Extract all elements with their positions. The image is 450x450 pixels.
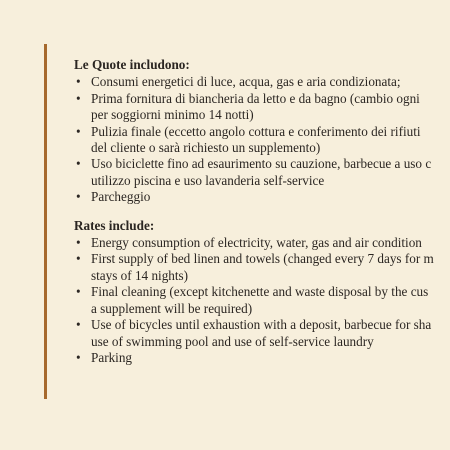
bullet-icon: • bbox=[76, 349, 81, 365]
list-item-line: Uso biciclette fino ad esaurimento su cauzione, barbecue a uso c bbox=[91, 156, 432, 172]
bullet-icon: • bbox=[76, 156, 81, 172]
list-item-line: Pulizia finale (eccetto angolo cottura e conferimento dei rifiuti bbox=[91, 123, 421, 139]
list-item-line: del cliente o sarà richiesto un supplemento) bbox=[91, 140, 321, 156]
list-item-line: Energy consumption of electricity, water, gas and air condition bbox=[91, 235, 422, 251]
section-heading: Le Quote includono: bbox=[74, 57, 190, 72]
list-item-line: First supply of bed linen and towels (changed every 7 days for m bbox=[91, 251, 434, 267]
list-item-line: Parking bbox=[91, 349, 133, 365]
rates-content bbox=[74, 57, 450, 366]
bullet-icon: • bbox=[76, 235, 81, 251]
list-item bbox=[74, 156, 450, 189]
list-item-line: Consumi energetici di luce, acqua, gas e aria condizionata; bbox=[91, 74, 401, 90]
bullet-icon: • bbox=[76, 123, 81, 139]
bullet-list bbox=[74, 74, 450, 205]
list-item-line: Prima fornitura di biancheria da letto e da bagno (cambio ogni bbox=[91, 90, 420, 106]
bullet-icon: • bbox=[76, 317, 81, 333]
list-item bbox=[74, 317, 450, 350]
accent-rule bbox=[44, 44, 47, 399]
bullet-icon: • bbox=[76, 74, 81, 90]
list-item-line: utilizzo piscina e uso lavanderia self-service bbox=[91, 172, 325, 188]
section-heading: Rates include: bbox=[74, 217, 155, 233]
list-item-line: use of swimming pool and use of self-service laundry bbox=[91, 333, 374, 349]
list-item-line: Parcheggio bbox=[91, 189, 151, 205]
list-item bbox=[74, 251, 450, 284]
bullet-icon: • bbox=[76, 189, 81, 205]
bullet-icon: • bbox=[76, 90, 81, 106]
list-item bbox=[74, 284, 450, 317]
list-item bbox=[74, 235, 450, 251]
bullet-icon: • bbox=[76, 284, 81, 300]
list-item bbox=[74, 74, 450, 90]
section-english bbox=[74, 218, 450, 367]
list-item-line: Final cleaning (except kitchenette and waste disposal by the cus bbox=[91, 284, 429, 300]
section-italian bbox=[74, 57, 450, 206]
list-item bbox=[74, 350, 450, 366]
bullet-list bbox=[74, 235, 450, 366]
list-item bbox=[74, 189, 450, 205]
list-item-line: per soggiorni minimo 14 notti) bbox=[91, 107, 254, 123]
list-item bbox=[74, 91, 450, 124]
list-item-line: Use of bicycles until exhaustion with a deposit, barbecue for sha bbox=[91, 317, 432, 333]
bullet-icon: • bbox=[76, 251, 81, 267]
list-item-line: a supplement will be required) bbox=[91, 300, 253, 316]
list-item-line: stays of 14 nights) bbox=[91, 267, 189, 283]
list-item bbox=[74, 124, 450, 157]
